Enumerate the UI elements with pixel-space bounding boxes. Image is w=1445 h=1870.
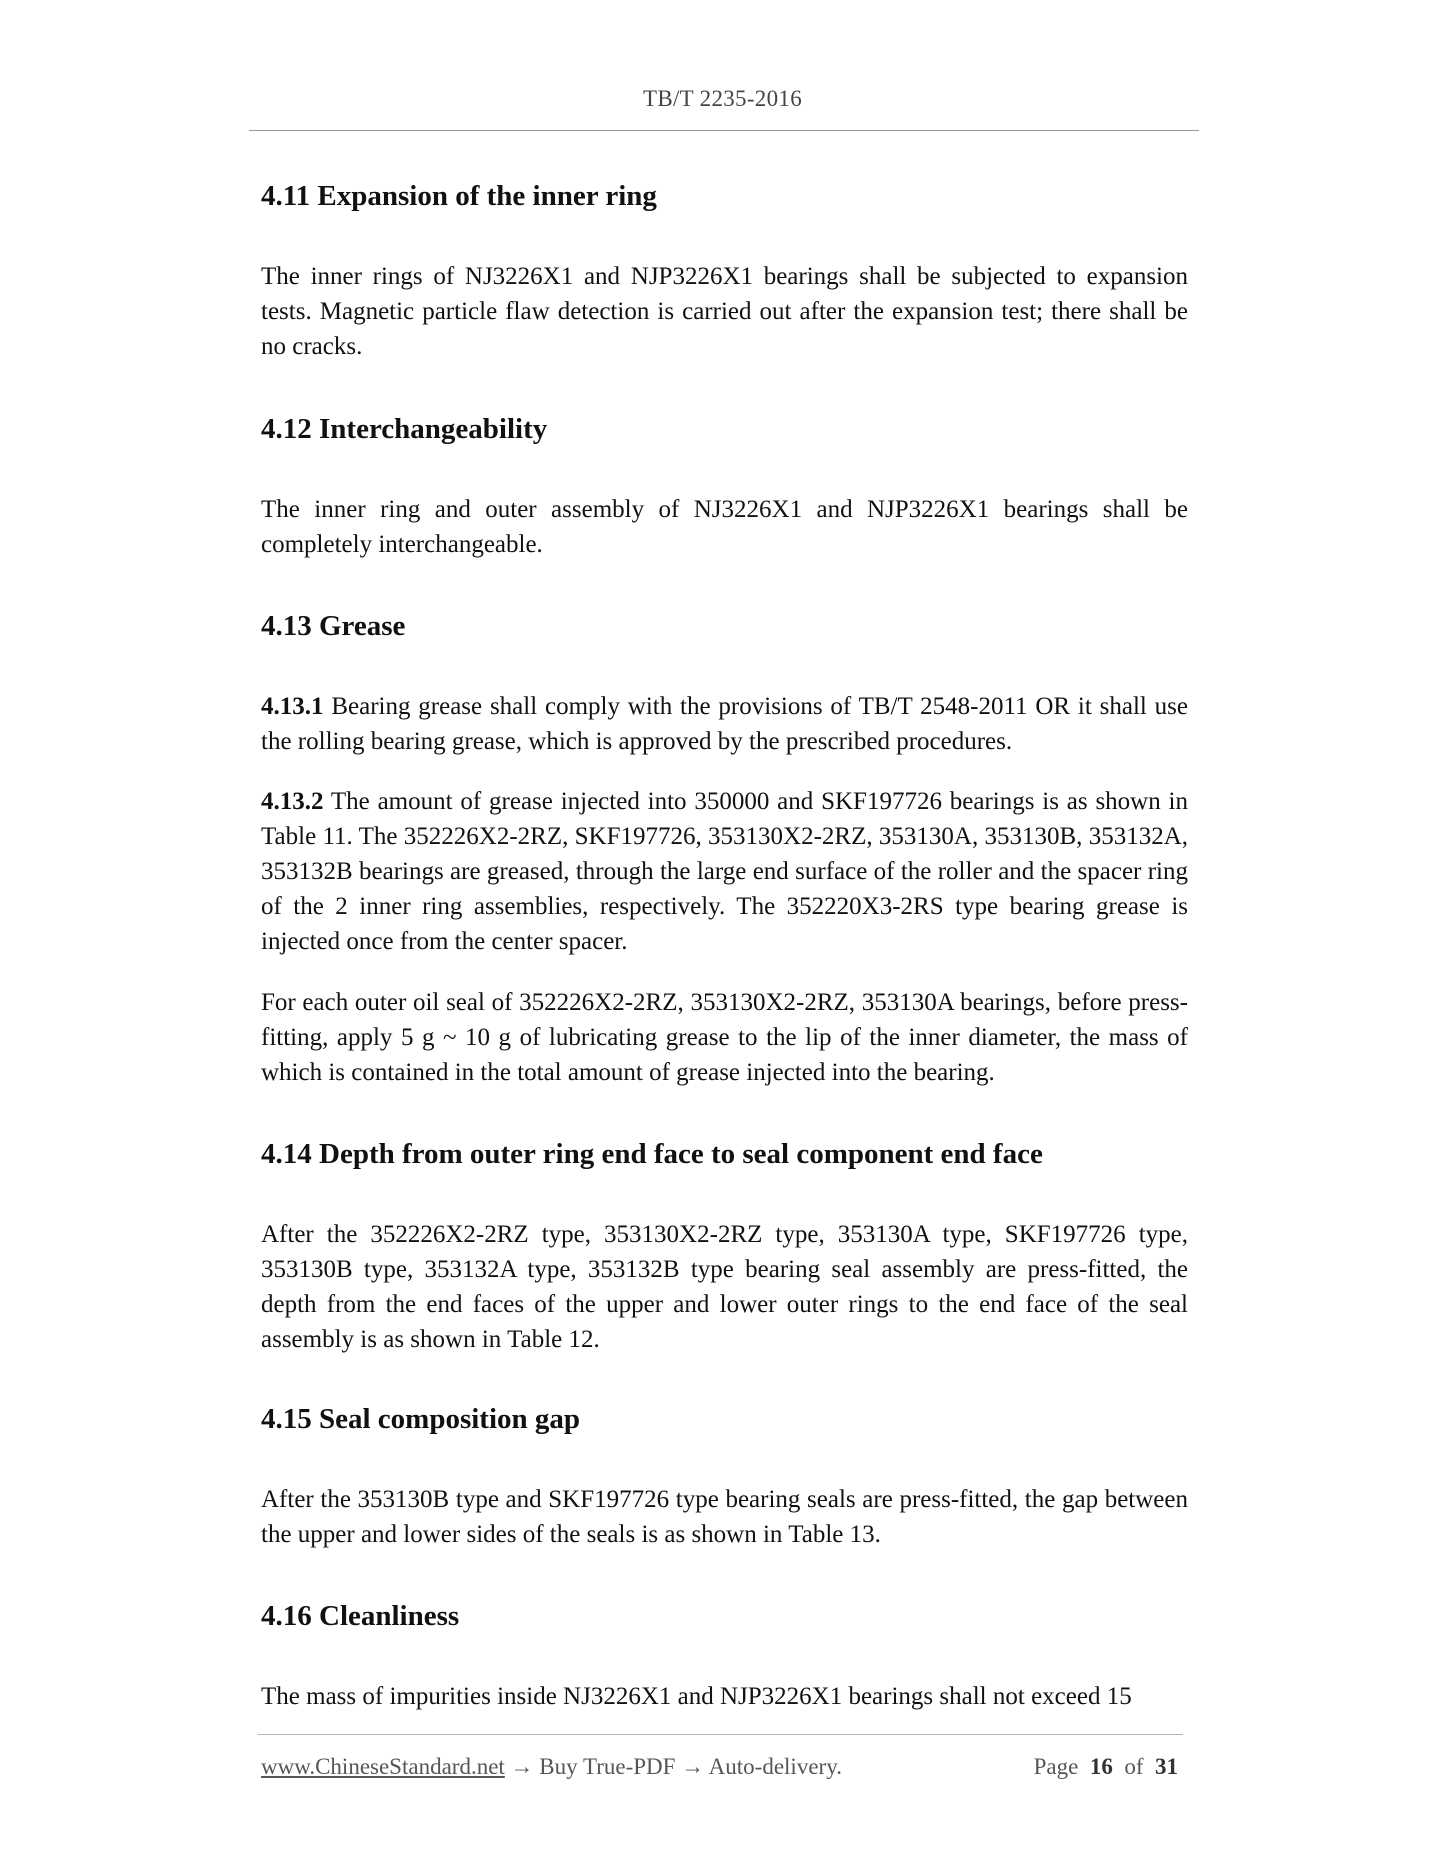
- header-divider: [249, 130, 1199, 131]
- page-of-label: of: [1124, 1754, 1144, 1779]
- clause-number-4-13-2: 4.13.2: [261, 788, 324, 815]
- paragraph-4-11: The inner rings of NJ3226X1 and NJP3226X1 bearings shall be subjected to expansion tests. Magnetic particle flaw detection is carried out after the expansion test; there shall be no cracks.: [261, 263, 1188, 360]
- section-heading-4-13: 4.13 Grease: [261, 610, 406, 642]
- clause-number-4-13-1: 4.13.1: [261, 693, 324, 720]
- page-total: 31: [1155, 1754, 1178, 1779]
- section-heading-4-11: 4.11 Expansion of the inner ring: [261, 180, 657, 212]
- section-heading-4-12: 4.12 Interchangeability: [261, 413, 548, 445]
- section-heading-4-15: 4.15 Seal composition gap: [261, 1403, 581, 1435]
- paragraph-4-16: The mass of impurities inside NJ3226X1 and NJP3226X1 bearings shall not exceed 15: [261, 1683, 1132, 1710]
- section-heading-4-16: 4.16 Cleanliness: [261, 1600, 460, 1632]
- paragraph-4-15: After the 353130B type and SKF197726 type bearing seals are press-fitted, the gap between the upper and lower sides of the seals is as shown in Table 13.: [261, 1486, 1188, 1548]
- buy-true-pdf-text: Buy True-PDF: [539, 1754, 676, 1779]
- footer-promo: [261, 1752, 842, 1782]
- page-current: 16: [1089, 1754, 1113, 1779]
- paragraph-4-14: After the 352226X2-2RZ type, 353130X2-2RZ type, 353130A type, SKF197726 type, 353130B type, 353132A type, 353132B type bearing seal assembly are press-fitted, the depth from the end faces of the upper and lower outer rings to the end face of the seal assembly is as shown in Table 12.: [261, 1221, 1188, 1353]
- arrow-icon: →: [681, 1754, 705, 1779]
- paragraph-4-13-1: [261, 689, 1188, 759]
- section-heading-4-14: 4.14 Depth from outer ring end face to seal component end face: [261, 1138, 1043, 1170]
- page-label: Page: [1033, 1754, 1079, 1779]
- auto-delivery-text: Auto-delivery.: [708, 1754, 842, 1779]
- paragraph-4-12: The inner ring and outer assembly of NJ3226X1 and NJP3226X1 bearings shall be completely interchangeable.: [261, 496, 1188, 558]
- document-id-header: TB/T 2235-2016: [642, 86, 803, 111]
- footer-divider: [258, 1734, 1183, 1735]
- arrow-icon: →: [510, 1754, 534, 1779]
- paragraph-4-13-2: [261, 784, 1188, 959]
- clause-text-4-13-2: The amount of grease injected into 350000 and SKF197726 bearings is as shown in Table 11. The 352226X2-2RZ, SKF197726, 353130X2-2RZ, 353130A, 353130B, 353132A, 353132B bearings are greased, through the large end surface of the roller and the spacer ring of the 2 inner ring assemblies, respectively. The 352220X3-2RS type bearing grease is injected once from the center spacer.: [261, 788, 1188, 955]
- chinese-standard-link[interactable]: www.ChineseStandard.net: [261, 1754, 505, 1779]
- clause-text-4-13-1: Bearing grease shall comply with the provisions of TB/T 2548-2011 OR it shall use the rolling bearing grease, which is approved by the prescribed procedures.: [261, 693, 1188, 755]
- page-number: [1034, 1752, 1178, 1782]
- paragraph-4-13-oil-seal: For each outer oil seal of 352226X2-2RZ, 353130X2-2RZ, 353130A bearings, before press-fitting, apply 5 g ~ 10 g of lubricating grease to the lip of the inner diameter, the mass of which is contained in the total amount of grease injected into the bearing.: [261, 989, 1188, 1086]
